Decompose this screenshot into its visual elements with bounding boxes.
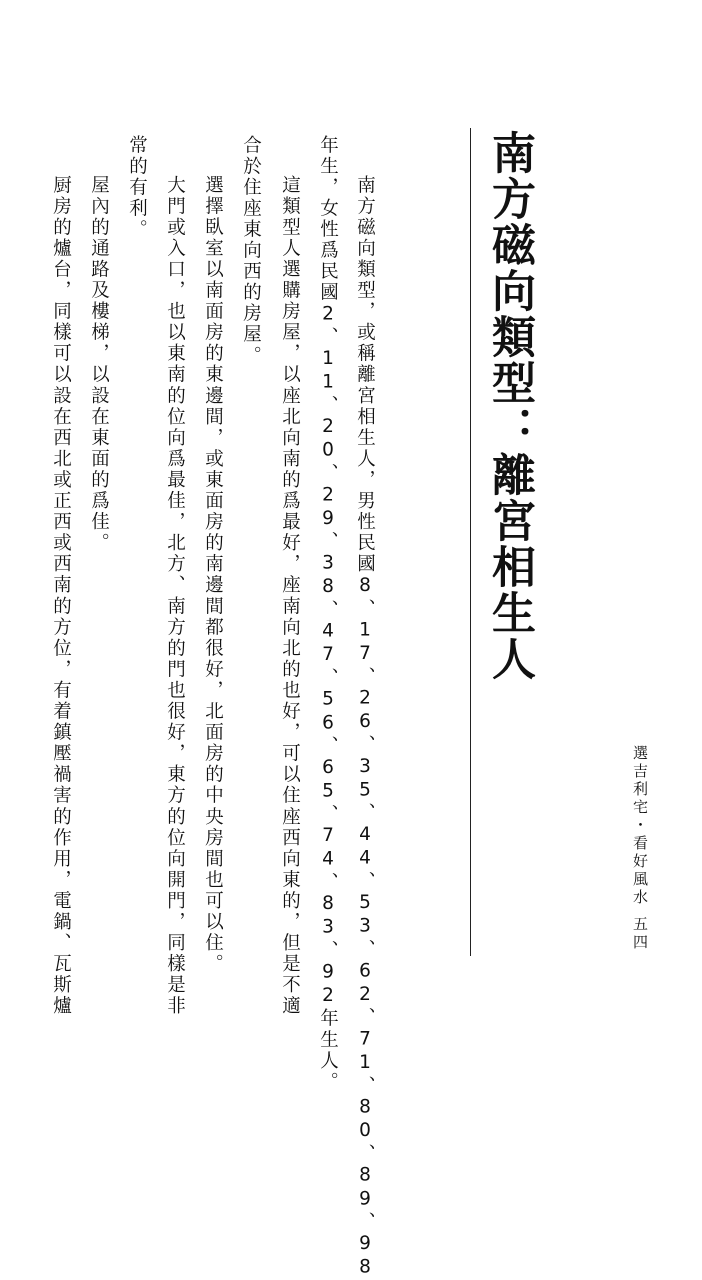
body-column-9: 厨房的爐台，同樣可以設在西北或正西或西南的方位，有着鎮壓禍害的作用，電鍋、瓦斯爐	[50, 175, 72, 1017]
chapter-title: 南方磁向類型：離宮相生人	[484, 130, 535, 682]
body-column-3: 這類型人選購房屋，以座北向南的爲最好，座南向北的也好，可以住座西向東的，但是不適	[279, 175, 301, 1017]
body-column-5: 選擇臥室以南面房的東邊間，或東面房的南邊間都很好，北面房的中央房間也可以住。	[202, 175, 224, 975]
body-column-1: 南方磁向類型，或稱離宮相生人，男性民國8、17、26、35、44、53、62、71、80、89、98	[354, 175, 376, 1280]
body-column-7: 常的有利。	[126, 135, 148, 241]
body-column-8: 屋內的通路及樓梯，以設在東面的爲佳。	[88, 175, 110, 554]
body-column-6: 大門或入口，也以東南的位向爲最佳，北方、南方的門也很好，東方的位向開門，同樣是非	[164, 175, 186, 1017]
running-header: 選吉利宅・看好風水	[631, 745, 649, 907]
page-number: 五四	[631, 916, 649, 952]
body-column-2: 年生，女性爲民國2、11、20、29、38、47、56、65、74、83、92年生人。	[317, 135, 339, 1093]
body-column-4: 合於住座東向西的房屋。	[240, 135, 262, 367]
title-divider-rule	[470, 128, 471, 956]
